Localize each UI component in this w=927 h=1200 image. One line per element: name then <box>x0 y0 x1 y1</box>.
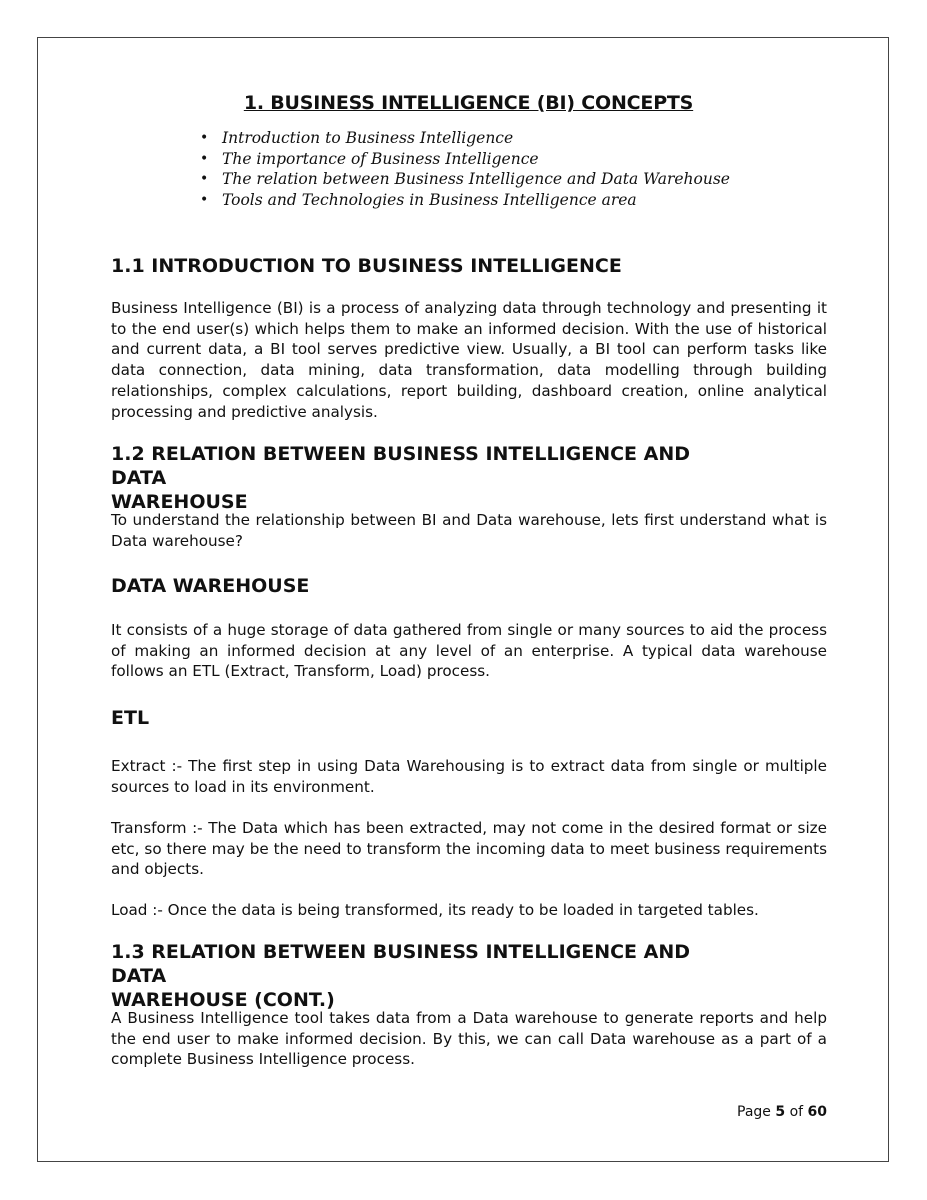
page-number: Page 5 of 60 <box>737 1104 827 1120</box>
document-title: 1. BUSINESS INTELLIGENCE (BI) CONCEPTS <box>243 92 694 114</box>
section-1-3-heading: 1.3 RELATION BETWEEN BUSINESS INTELLIGENCE AND DATA WAREHOUSE (CONT.) <box>111 941 691 1011</box>
objectives-list <box>200 128 730 211</box>
objective-item: • Tools and Technologies in Business Intelligence area <box>200 191 637 210</box>
section-1-2-heading: 1.2 RELATION BETWEEN BUSINESS INTELLIGENCE AND DATA WAREHOUSE <box>111 443 691 513</box>
etl-transform-text: Transform :- The Data which has been extracted, may not come in the desired format or size etc, so there may be the need to transform the incoming data to meet business requirements and objects. <box>111 819 827 879</box>
bullet-icon: • <box>200 150 209 167</box>
objective-item: • The importance of Business Intelligence <box>200 149 539 168</box>
bullet-icon: • <box>200 171 209 188</box>
etl-load-text: Load :- Once the data is being transformed, its ready to be loaded in targeted tables. <box>111 901 759 919</box>
section-1-3-body: A Business Intelligence tool takes data from a Data warehouse to generate reports and help the end user to make informed decision. By this, we can call Data warehouse as a part of a complete Business Intelligence process. <box>111 1009 827 1069</box>
data-warehouse-heading: DATA WAREHOUSE <box>111 575 310 597</box>
etl-heading: ETL <box>111 707 150 729</box>
section-1-2-intro: To understand the relationship between BI and Data warehouse, lets first understand what is Data warehouse? <box>111 511 827 550</box>
data-warehouse-body: It consists of a huge storage of data gathered from single or many sources to aid the process of making an informed decision at any level of an enterprise. A typical data warehouse follows an ETL (Extract, Transform, Load) process. <box>111 621 827 681</box>
objective-item: • Introduction to Business Intelligence <box>200 129 514 147</box>
bullet-icon: • <box>200 192 209 209</box>
section-1-1-heading: 1.1 INTRODUCTION TO BUSINESS INTELLIGENCE <box>111 255 622 277</box>
bullet-icon: • <box>200 130 209 146</box>
objective-item: • The relation between Business Intelligence and Data Warehouse <box>200 170 730 189</box>
etl-extract-text: Extract :- The first step in using Data Warehousing is to extract data from single or multiple sources to load in its environment. <box>111 757 827 796</box>
section-1-1-body: Business Intelligence (BI) is a process of analyzing data through technology and presenting it to the end user(s) which helps them to make an informed decision. With the use of historical and current data, a BI tool serves predictive view. Usually, a BI tool can perform tasks like data connection, data mining, data transformation, data modelling through building relationships, complex calculations, report building, dashboard creation, online analytical processing and predictive analysis. <box>111 299 827 421</box>
